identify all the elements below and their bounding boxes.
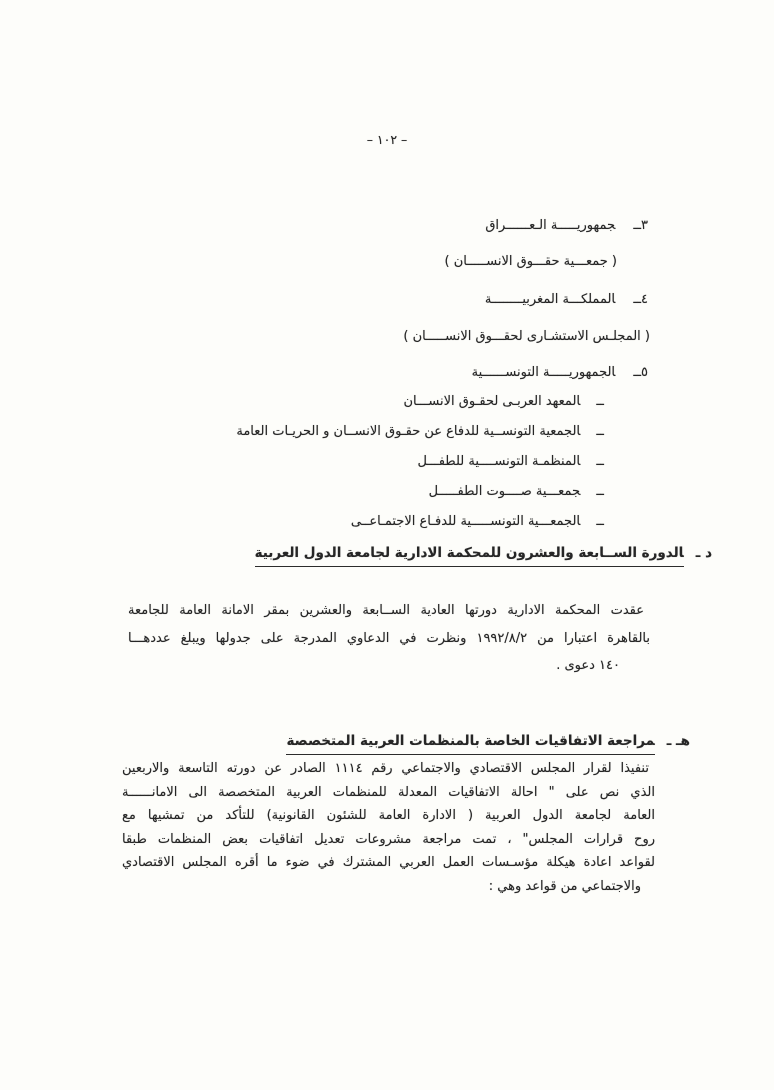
item-number: ٣ــ: [633, 218, 648, 233]
list-dash: ــ: [596, 454, 604, 469]
item-number: ٥ــ: [633, 365, 648, 380]
paragraph-line: الذي نص على " احالة الاتفاقيات المعدلة للمنظمات العربية المتخصصة الى الامانــــــة: [122, 784, 655, 800]
section-title: مراجعة الاتفاقيات الخاصة بالمنظمات العربية المتخصصة: [286, 733, 654, 755]
delegation-item-tunisia: [472, 365, 648, 380]
list-item: [351, 514, 604, 529]
section-heading-agreements-review: [286, 733, 690, 749]
list-item: [403, 394, 604, 409]
organization-name: جمعـــية صــــوت الطفـــــل: [428, 484, 581, 499]
organization-name: المعهد العربـى لحقـوق الانســـان: [403, 394, 581, 409]
page-number: – ١٠٢ –: [366, 132, 408, 147]
paragraph-line: بالقاهرة اعتبارا من ١٩٩٢/٨/٢ ونظرت في الدعاوي المدرجة على جدولها ويبلغ عددهـــا: [128, 630, 650, 646]
paragraph-agreements-review: [122, 757, 655, 898]
paragraph-line: تنفيذا لقرار المجلس الاقتصادي والاجتماعي رقم ١١١٤ الصادر عن دورته التاسعة والاربعين: [122, 761, 649, 776]
paragraph-line: ١٤٠ دعوى .: [556, 658, 620, 673]
organization-name: المنظمـة التونســــية للطفـــل: [417, 454, 581, 469]
country-name: جمهوريـــــة الـعــــــراق: [485, 218, 616, 233]
paragraph-line: لقواعد اعادة هيكلة مؤسـسات العمل العربي المشترك في ضوء ما أقره المجلس الاقتصادي: [122, 855, 655, 870]
section-heading-court-session: [255, 545, 712, 561]
list-dash: ــ: [596, 394, 604, 409]
paragraph-line: عقدت المحكمة الادارية دورتها العادية الســابعة والعشرين بمقر الامانة العامة للجامعة: [128, 603, 644, 618]
paragraph-line: روح قرارات المجلس" ، تمت مراجعة مشروعات تعديل اتفاقيات بعض المنظمات طبقا: [122, 831, 655, 847]
delegation-item-iraq: [485, 218, 648, 233]
paragraph-line: والاجتماعي من قواعد وهي :: [488, 878, 641, 894]
list-dash: ــ: [596, 484, 604, 499]
organization-parenthetical: ( المجلـس الاستشـارى لحقـــوق الانســـــان ): [403, 329, 650, 344]
list-item: [417, 454, 604, 469]
list-item: [236, 424, 604, 439]
section-title: الدورة الســابعة والعشرون للمحكمة الادارية لجامعة الدول العربية: [255, 545, 684, 567]
list-dash: ــ: [596, 424, 604, 439]
list-dash: ــ: [596, 514, 604, 529]
country-name: المملكـــة المغربيــــــــة: [484, 292, 616, 307]
country-name: الجمهوريـــــة التونســــــية: [471, 365, 616, 380]
item-number: ٤ــ: [633, 292, 648, 307]
delegation-item-morocco: [485, 292, 648, 307]
section-marker: د ـ: [695, 545, 712, 561]
paragraph-court-session: [128, 597, 650, 680]
organization-name: الجمعية التونســية للدفاع عن حقـوق الانســان و الحريـات العامة: [236, 424, 581, 439]
paragraph-line: العامة لجامعة الدول العربية ( الادارة العامة للشئون القانونية) للتأكد من تمشيها مع: [122, 808, 655, 823]
list-item: [429, 484, 604, 499]
section-marker: هـ ـ: [666, 733, 690, 749]
organization-name: الجمعـــية التونســـــية للدفـاع الاجتمـاعــى: [350, 514, 581, 529]
organization-parenthetical: ( جمعـــية حقـــوق الانســـــان ): [444, 254, 617, 269]
